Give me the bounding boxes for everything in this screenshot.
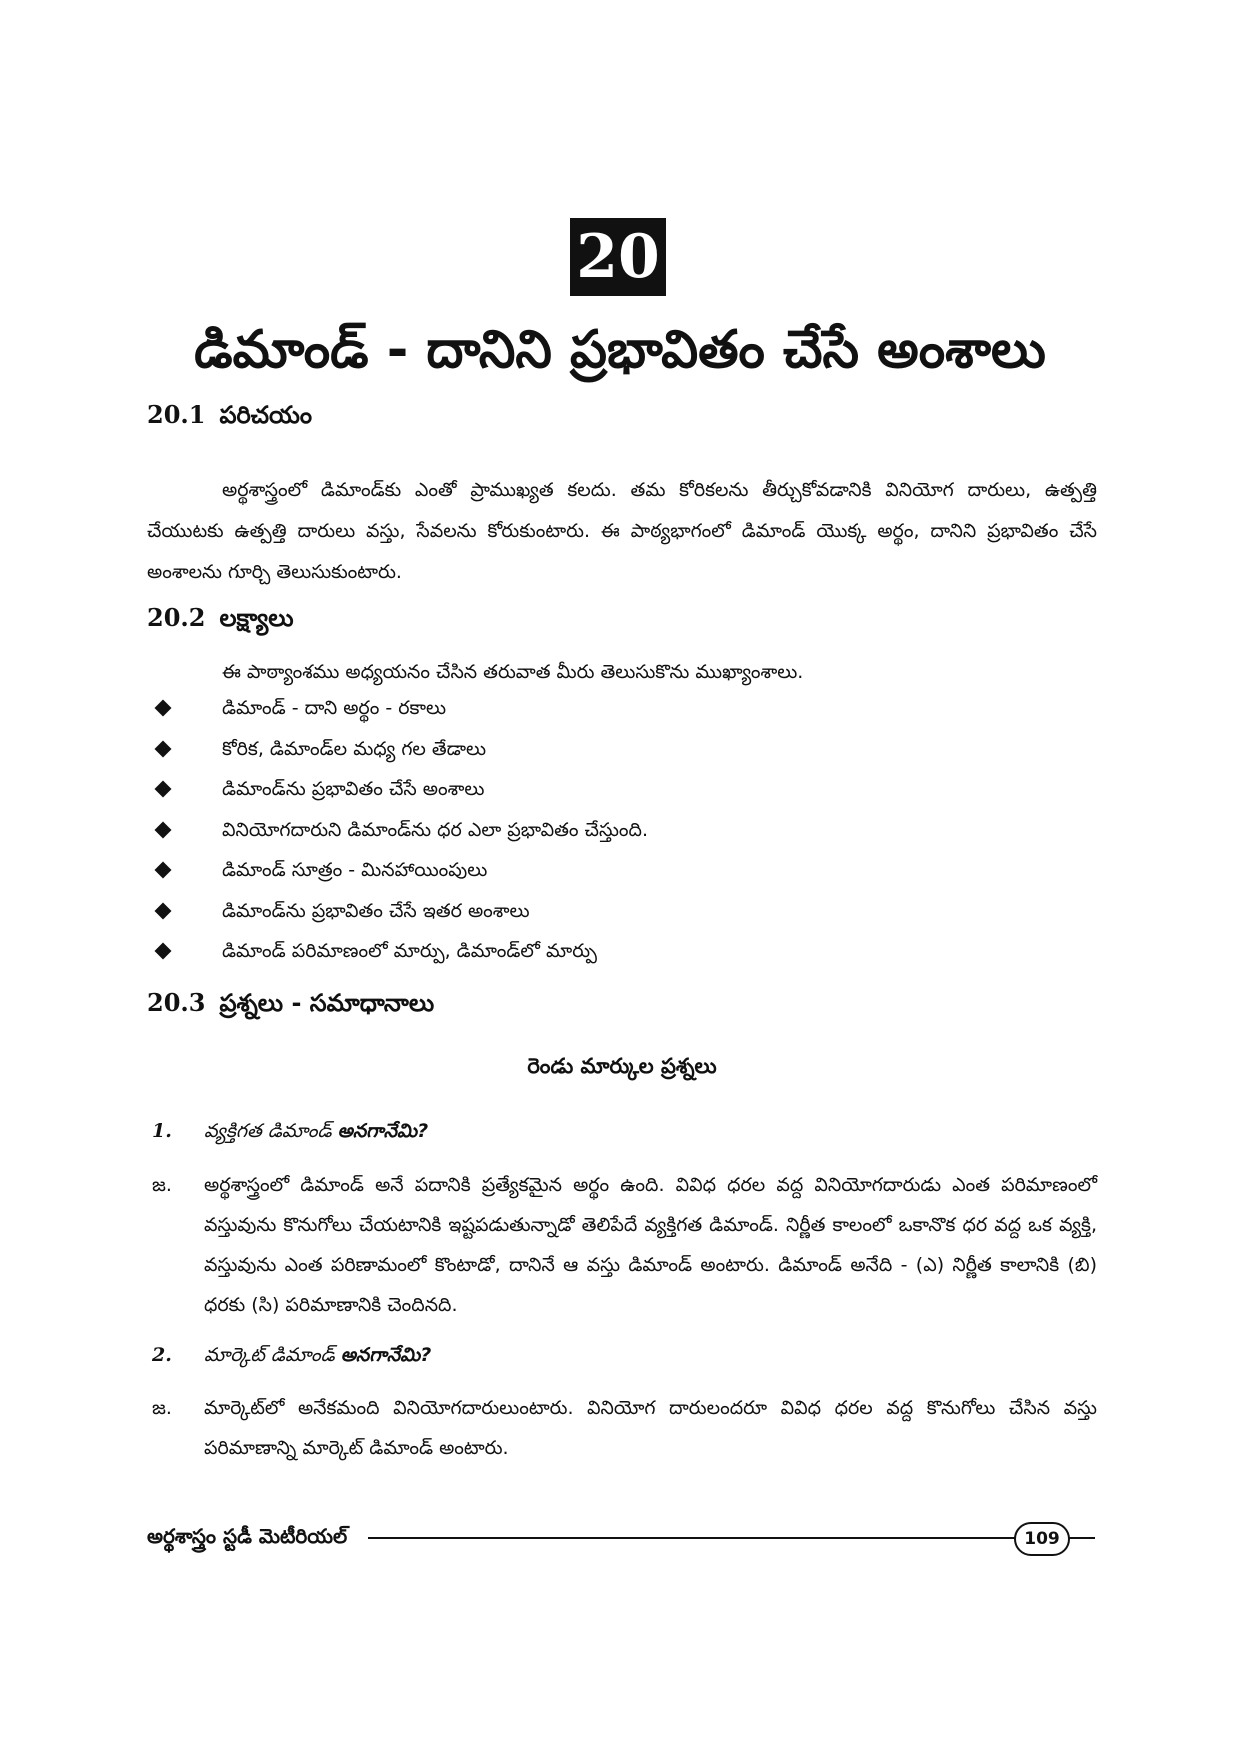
answer-label: జ. (152, 1397, 172, 1419)
footer-rule (368, 1537, 1016, 1539)
answer-text: అర్థశాస్త్రంలో డిమాండ్ అనే పదానికి ప్రత్యేకమైన అర్థం ఉంది. వివిధ ధరల వద్ద వినియోగదారుడు ఎంత పరిమాణంలో వస్తువును కొనుగోలు చేయటానికి ఇష్టపడుతున్నాడో తెలిపేదే వ్యక్తిగత డిమాండ్. నిర్ణీత కాలంలో ఒకానొక ధర వద్ద ఒక వ్యక్తి, వస్తువును ఎంత పరిణామంలో కొంటాడో, దానినే ఆ వస్తు డిమాండ్ అంటారు. డిమాండ్ అనేది - (ఎ) నిర్ణీత కాలానికి (బి) ధరకు (సి) పరిమాణానికి చెందినది. (204, 1174, 1097, 1316)
diamond-bullet-icon (155, 943, 172, 960)
diamond-bullet-icon (155, 902, 172, 919)
intro-paragraph (147, 470, 1097, 593)
section-title: పరిచయం (219, 401, 313, 429)
answer-label: జ. (152, 1174, 172, 1196)
list-item: కోరిక, డిమాండ్‌ల మధ్య గల తేడాలు (147, 729, 1097, 770)
list-item: వినియోగదారుని డిమాండ్‌ను ధర ఎలా ప్రభావితం చేస్తుంది. (147, 810, 1097, 851)
list-item: డిమాండ్‌ను ప్రభావితం చేసే అంశాలు (147, 769, 1097, 810)
answer-text: మార్కెట్‌లో అనేకమంది వినియోగదారులుంటారు. వినియోగ దారులందరూ వివిధ ధరల వద్ద కొనుగోలు చేసిన వస్తు పరిమాణాన్ని మార్కెట్ డిమాండ్ అంటారు. (204, 1397, 1097, 1459)
section-heading-qa (147, 985, 434, 1021)
section-heading-objectives (147, 600, 294, 636)
objectives-intro: ఈ పాఠ్యాంశము అధ్యయనం చేసిన తరువాత మీరు తెలుసుకొను ముఖ్యాంశాలు. (222, 661, 804, 683)
diamond-bullet-icon (155, 781, 172, 798)
question-text: వ్యక్తిగత డిమాండ్ అనగానేమి? (204, 1120, 429, 1142)
list-item: డిమాండ్ సూత్రం - మినహాయింపులు (147, 850, 1097, 891)
chapter-title: డిమాండ్ - దానిని ప్రభావితం చేసే అంశాలు (194, 320, 1046, 380)
section-number: 20.2 (147, 603, 206, 632)
chapter-number: 20 (570, 218, 666, 296)
objectives-list (147, 688, 1097, 972)
section-number: 20.3 (147, 988, 206, 1017)
question-number: 2. (152, 1344, 172, 1366)
diamond-bullet-icon (155, 700, 172, 717)
list-item: డిమాండ్ పరిమాణంలో మార్పు, డిమాండ్‌లో మార్పు (147, 931, 1097, 972)
list-item: డిమాండ్‌ను ప్రభావితం చేసే ఇతర అంశాలు (147, 891, 1097, 932)
question-text: మార్కెట్ డిమాండ్ అనగానేమి? (204, 1344, 432, 1366)
footer-title: అర్థశాస్త్రం స్టడీ మెటీరియల్ (147, 1524, 348, 1548)
diamond-bullet-icon (155, 740, 172, 757)
question-number: 1. (152, 1120, 172, 1142)
section-title: ప్రశ్నలు - సమాధానాలు (219, 989, 435, 1017)
section-title: లక్ష్యాలు (219, 604, 294, 632)
page-number: 109 (1014, 1522, 1070, 1556)
intro-paragraph-text: అర్థశాస్త్రంలో డిమాండ్‌కు ఎంతో ప్రాముఖ్యత కలదు. తమ కోరికలను తీర్చుకోవడానికి వినియోగ దారులు, ఉత్పత్తి చేయుటకు ఉత్పత్తి దారులు వస్తు, సేవలను కోరుకుంటారు. ఈ పాఠ్యభాగంలో డిమాండ్ యొక్క అర్థం, దానిని ప్రభావితం చేసే అంశాలను గూర్చి తెలుసుకుంటారు. (147, 479, 1097, 583)
section-heading-intro (147, 397, 312, 433)
list-item: డిమాండ్ - దాని అర్థం - రకాలు (147, 688, 1097, 729)
section-number: 20.1 (147, 400, 206, 429)
diamond-bullet-icon (155, 862, 172, 879)
diamond-bullet-icon (155, 821, 172, 838)
two-marks-heading: రెండు మార్కుల ప్రశ్నలు (527, 1054, 717, 1078)
